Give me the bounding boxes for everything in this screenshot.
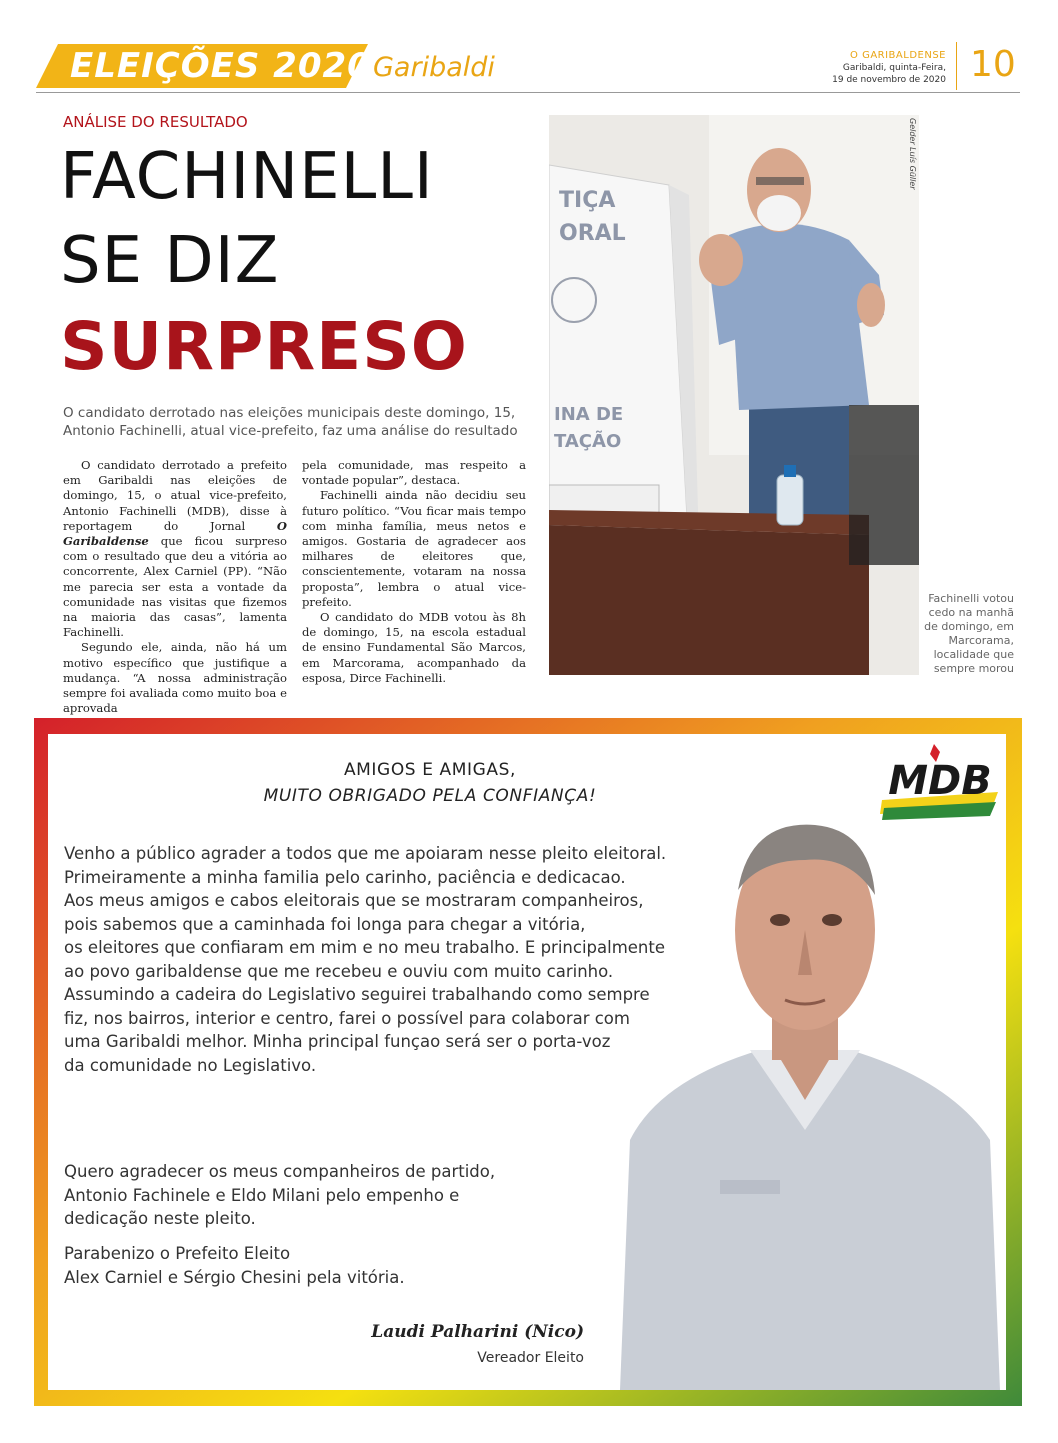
headline-line-1: FACHINELLI xyxy=(60,140,434,214)
article-photo xyxy=(549,115,919,675)
article-paragraph: Fachinelli ainda não decidiu seu futuro político. “Vou ficar mais tempo com minha família, meus netos e amigos. Gostaria de agradecer aos milhares de eleitores que, conscientemente, votaram na nossa proposta”, lembra o atual vice-prefeito. xyxy=(302,488,526,609)
booth-text-1: TIÇA xyxy=(559,188,616,213)
article-paragraph: Segundo ele, ainda, não há um motivo específico que justifique a mudança. “A nossa administração sempre foi avaliada como muito boa e aprovada xyxy=(63,640,287,716)
booth-text-2: ORAL xyxy=(559,221,626,246)
ad-line: os eleitores que confiaram em mim e no meu trabalho. E principalmente xyxy=(64,938,666,957)
issue-date-line2: 19 de novembro de 2020 xyxy=(832,75,946,85)
ad-paragraph-3 xyxy=(64,1242,405,1289)
article-text: O candidato derrotado a prefeito em Garibaldi nas eleições de domingo, 15, o atual vice-prefeito, Antonio Fachinelli (MDB), disse à reportagem do Jornal xyxy=(63,458,287,533)
ad-signature: Laudi Palharini (Nico) xyxy=(371,1322,584,1342)
ad-line: ao povo garibaldense que me recebeu e ouviu com muito carinho. xyxy=(64,961,614,981)
article-paragraph: O candidato do MDB votou às 8h de domingo, 15, na escola estadual de ensino Fundamental São Marcos, em Marcorama, acompanhado da esposa, Dirce Fachinelli. xyxy=(302,610,526,685)
ad-line: Alex Carniel e Sérgio Chesini pela vitória. xyxy=(64,1267,405,1287)
ad-paragraph-2 xyxy=(64,1160,495,1231)
ad-line: Aos meus amigos e cabos eleitorais que se mostraram companheiros, xyxy=(64,891,644,910)
ad-line: Antonio Fachinele e Eldo Milani pelo empenho e xyxy=(64,1185,460,1205)
article-paragraph xyxy=(63,458,287,640)
ad-thanks: MUITO OBRIGADO PELA CONFIANÇA! xyxy=(263,786,597,806)
photo-credit: Gelder Luís Güller xyxy=(908,118,917,190)
article-column-2 xyxy=(302,458,526,686)
newspaper-name: O GARIBALDENSE xyxy=(850,50,946,61)
article-paragraph: pela comunidade, mas respeito a vontade popular”, destaca. xyxy=(302,458,526,488)
ad-line: Primeiramente a minha familia pelo carinho, paciência e dedicacao. xyxy=(64,867,626,887)
candidate-portrait xyxy=(600,800,1006,1390)
ad-line: Quero agradecer os meus companheiros de partido, xyxy=(64,1162,496,1181)
page-number: 10 xyxy=(970,44,1016,85)
headline-line-2: SE DIZ xyxy=(60,224,280,298)
booth-text-3: INA DE xyxy=(554,404,624,425)
mdb-logo-text: MDB xyxy=(888,758,992,804)
article-lead: O candidato derrotado nas eleições municipais deste domingo, 15, Antonio Fachinelli, atual vice-prefeito, faz uma análise do resultado xyxy=(63,405,518,439)
ad-line: pois sabemos que a caminhada foi longa para chegar a vitória, xyxy=(64,914,586,934)
section-city: Garibaldi xyxy=(373,52,495,83)
ad-line: fiz, nos bairros, interior e centro, farei o possível para colaborar com xyxy=(64,1008,630,1028)
page-number-divider xyxy=(956,42,957,90)
photo-caption: Fachinelli votou cedo na manhã de domingo, em Marcorama, localidade que sempre morou xyxy=(924,592,1014,675)
article-text: que ficou surpreso com o resultado que deu a vitória ao concorrente, Alex Carniel (PP). “Não me parecia ser esta a vontade da comunidade nas visitas que fizemos na maioria das casas”, lamenta Fachinelli. xyxy=(63,534,287,640)
article-column-1 xyxy=(63,458,287,716)
ad-signer-role: Vereador Eleito xyxy=(477,1350,584,1366)
ad-greeting: AMIGOS E AMIGAS, xyxy=(343,760,517,780)
issue-date-line1: Garibaldi, quinta-Feira, xyxy=(842,63,946,73)
ad-line: uma Garibaldi melhor. Minha principal funçao será ser o porta-voz xyxy=(64,1032,611,1051)
ad-line: Venho a público agrader a todos que me apoiaram nesse pleito eleitoral. xyxy=(64,844,667,863)
newspaper-name-inline: O Garibaldense xyxy=(63,518,287,549)
article-kicker: ANÁLISE DO RESULTADO xyxy=(63,113,248,131)
header-rule xyxy=(36,92,1020,93)
booth-text-4: TAÇÃO xyxy=(554,431,622,452)
mdb-party-logo xyxy=(880,742,1000,822)
ad-line: Assumindo a cadeira do Legislativo seguirei trabalhando como sempre xyxy=(64,985,650,1004)
ad-paragraph-1 xyxy=(64,842,666,1077)
ad-line: dedicação neste pleito. xyxy=(64,1209,256,1228)
ad-line: da comunidade no Legislativo. xyxy=(64,1055,317,1075)
ad-line: Parabenizo o Prefeito Eleito xyxy=(64,1244,291,1263)
section-title: ELEIÇÕES 2020 xyxy=(70,46,372,86)
headline-line-3: SURPRESO xyxy=(60,308,468,385)
